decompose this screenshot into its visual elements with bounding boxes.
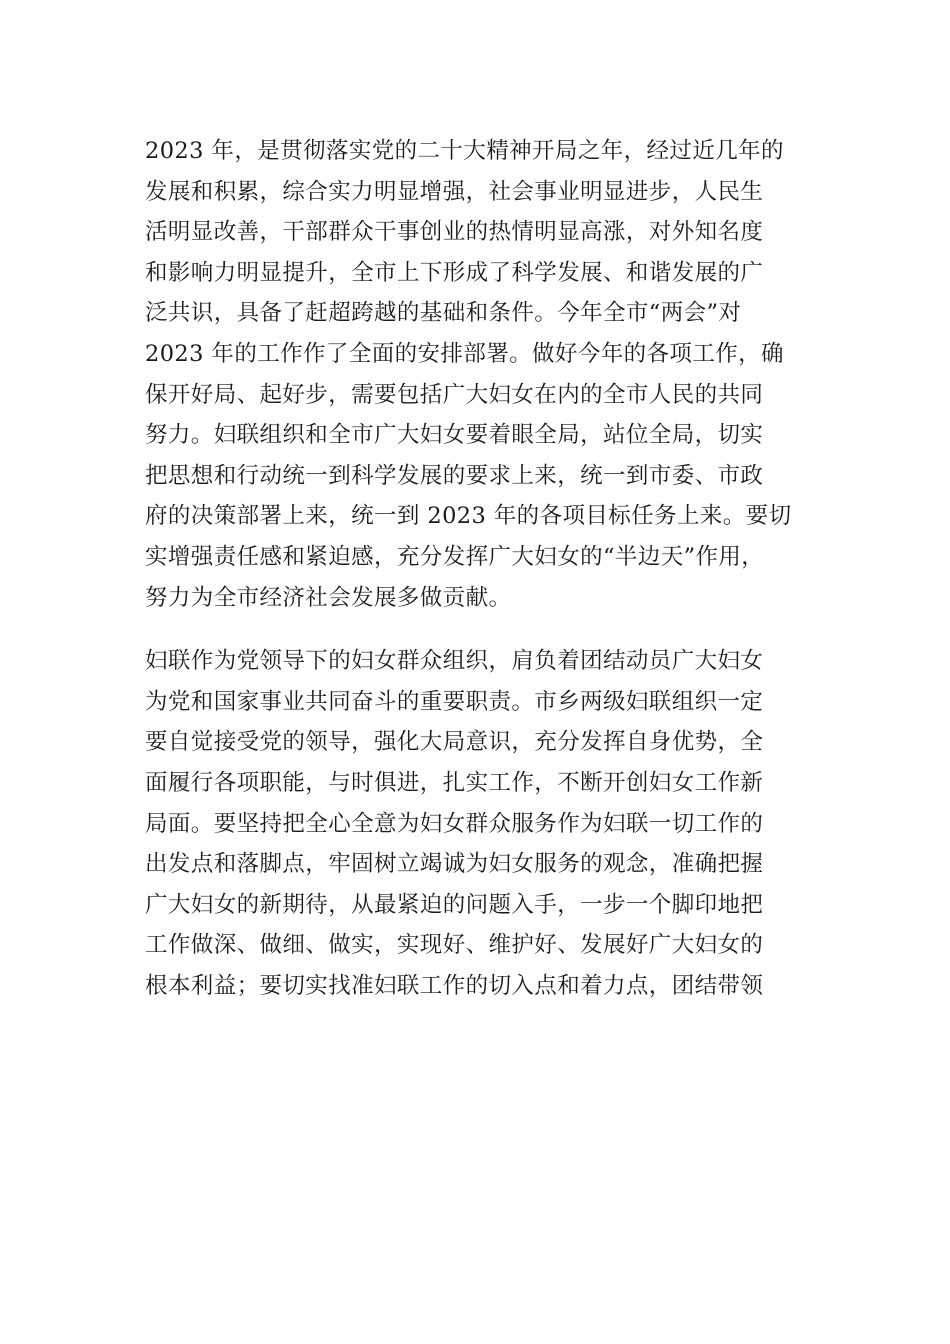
- text-line: 和影响力明显提升，全市上下形成了科学发展、和谐发展的广: [145, 259, 764, 286]
- text-line: 活明显改善，干部群众干事创业的热情明显高涨，对外知名度: [145, 219, 764, 246]
- text-line: 2023 年，是贯彻落实党的二十大精神开局之年，经过近几年的: [145, 138, 784, 164]
- text-line: 为党和国家事业共同奋斗的重要职责。市乡两级妇联组织一定: [145, 688, 764, 715]
- text-line: 实增强责任感和紧迫感，充分发挥广大妇女的“半边天”作用，: [145, 543, 765, 570]
- text-line: 要自觉接受党的领导，强化大局意识，充分发挥自身优势，全: [145, 729, 764, 756]
- paragraph-2: [145, 641, 805, 1006]
- text-line: 2023 年的工作作了全面的安排部署。做好今年的各项工作，确: [145, 340, 784, 367]
- text-line: 出发点和落脚点，牢固树立竭诚为妇女服务的观念，准确把握: [145, 851, 764, 878]
- text-line: 努力为全市经济社会发展多做贡献。: [145, 584, 512, 611]
- text-line: 面履行各项职能，与时俱进，扎实工作，不断开创妇女工作新: [145, 769, 764, 796]
- document-body: [145, 131, 805, 1006]
- paragraph-1: [145, 131, 805, 618]
- text-line: 局面。要坚持把全心全意为妇女群众服务作为妇联一切工作的: [145, 810, 764, 837]
- text-line: 工作做深、做细、做实，实现好、维护好、发展好广大妇女的: [145, 932, 764, 959]
- text-line: 府的决策部署上来，统一到 2023 年的各项目标任务上来。要切: [145, 503, 792, 530]
- text-line: 广大妇女的新期待，从最紧迫的问题入手，一步一个脚印地把: [145, 891, 764, 918]
- text-line: 发展和积累，综合实力明显增强，社会事业明显进步，人民生: [145, 178, 764, 205]
- text-line: 根本利益；要切实找准妇联工作的切入点和着力点，团结带领: [145, 972, 764, 999]
- text-line: 保开好局、起好步，需要包括广大妇女在内的全市人民的共同: [145, 381, 764, 408]
- text-line: 妇联作为党领导下的妇女群众组织，肩负着团结动员广大妇女: [145, 648, 764, 675]
- text-line: 努力。妇联组织和全市广大妇女要着眼全局，站位全局，切实: [145, 422, 764, 449]
- text-line: 泛共识，具备了赶超跨越的基础和条件。今年全市“两会”对: [145, 300, 742, 327]
- text-line: 把思想和行动统一到科学发展的要求上来，统一到市委、市政: [145, 462, 764, 489]
